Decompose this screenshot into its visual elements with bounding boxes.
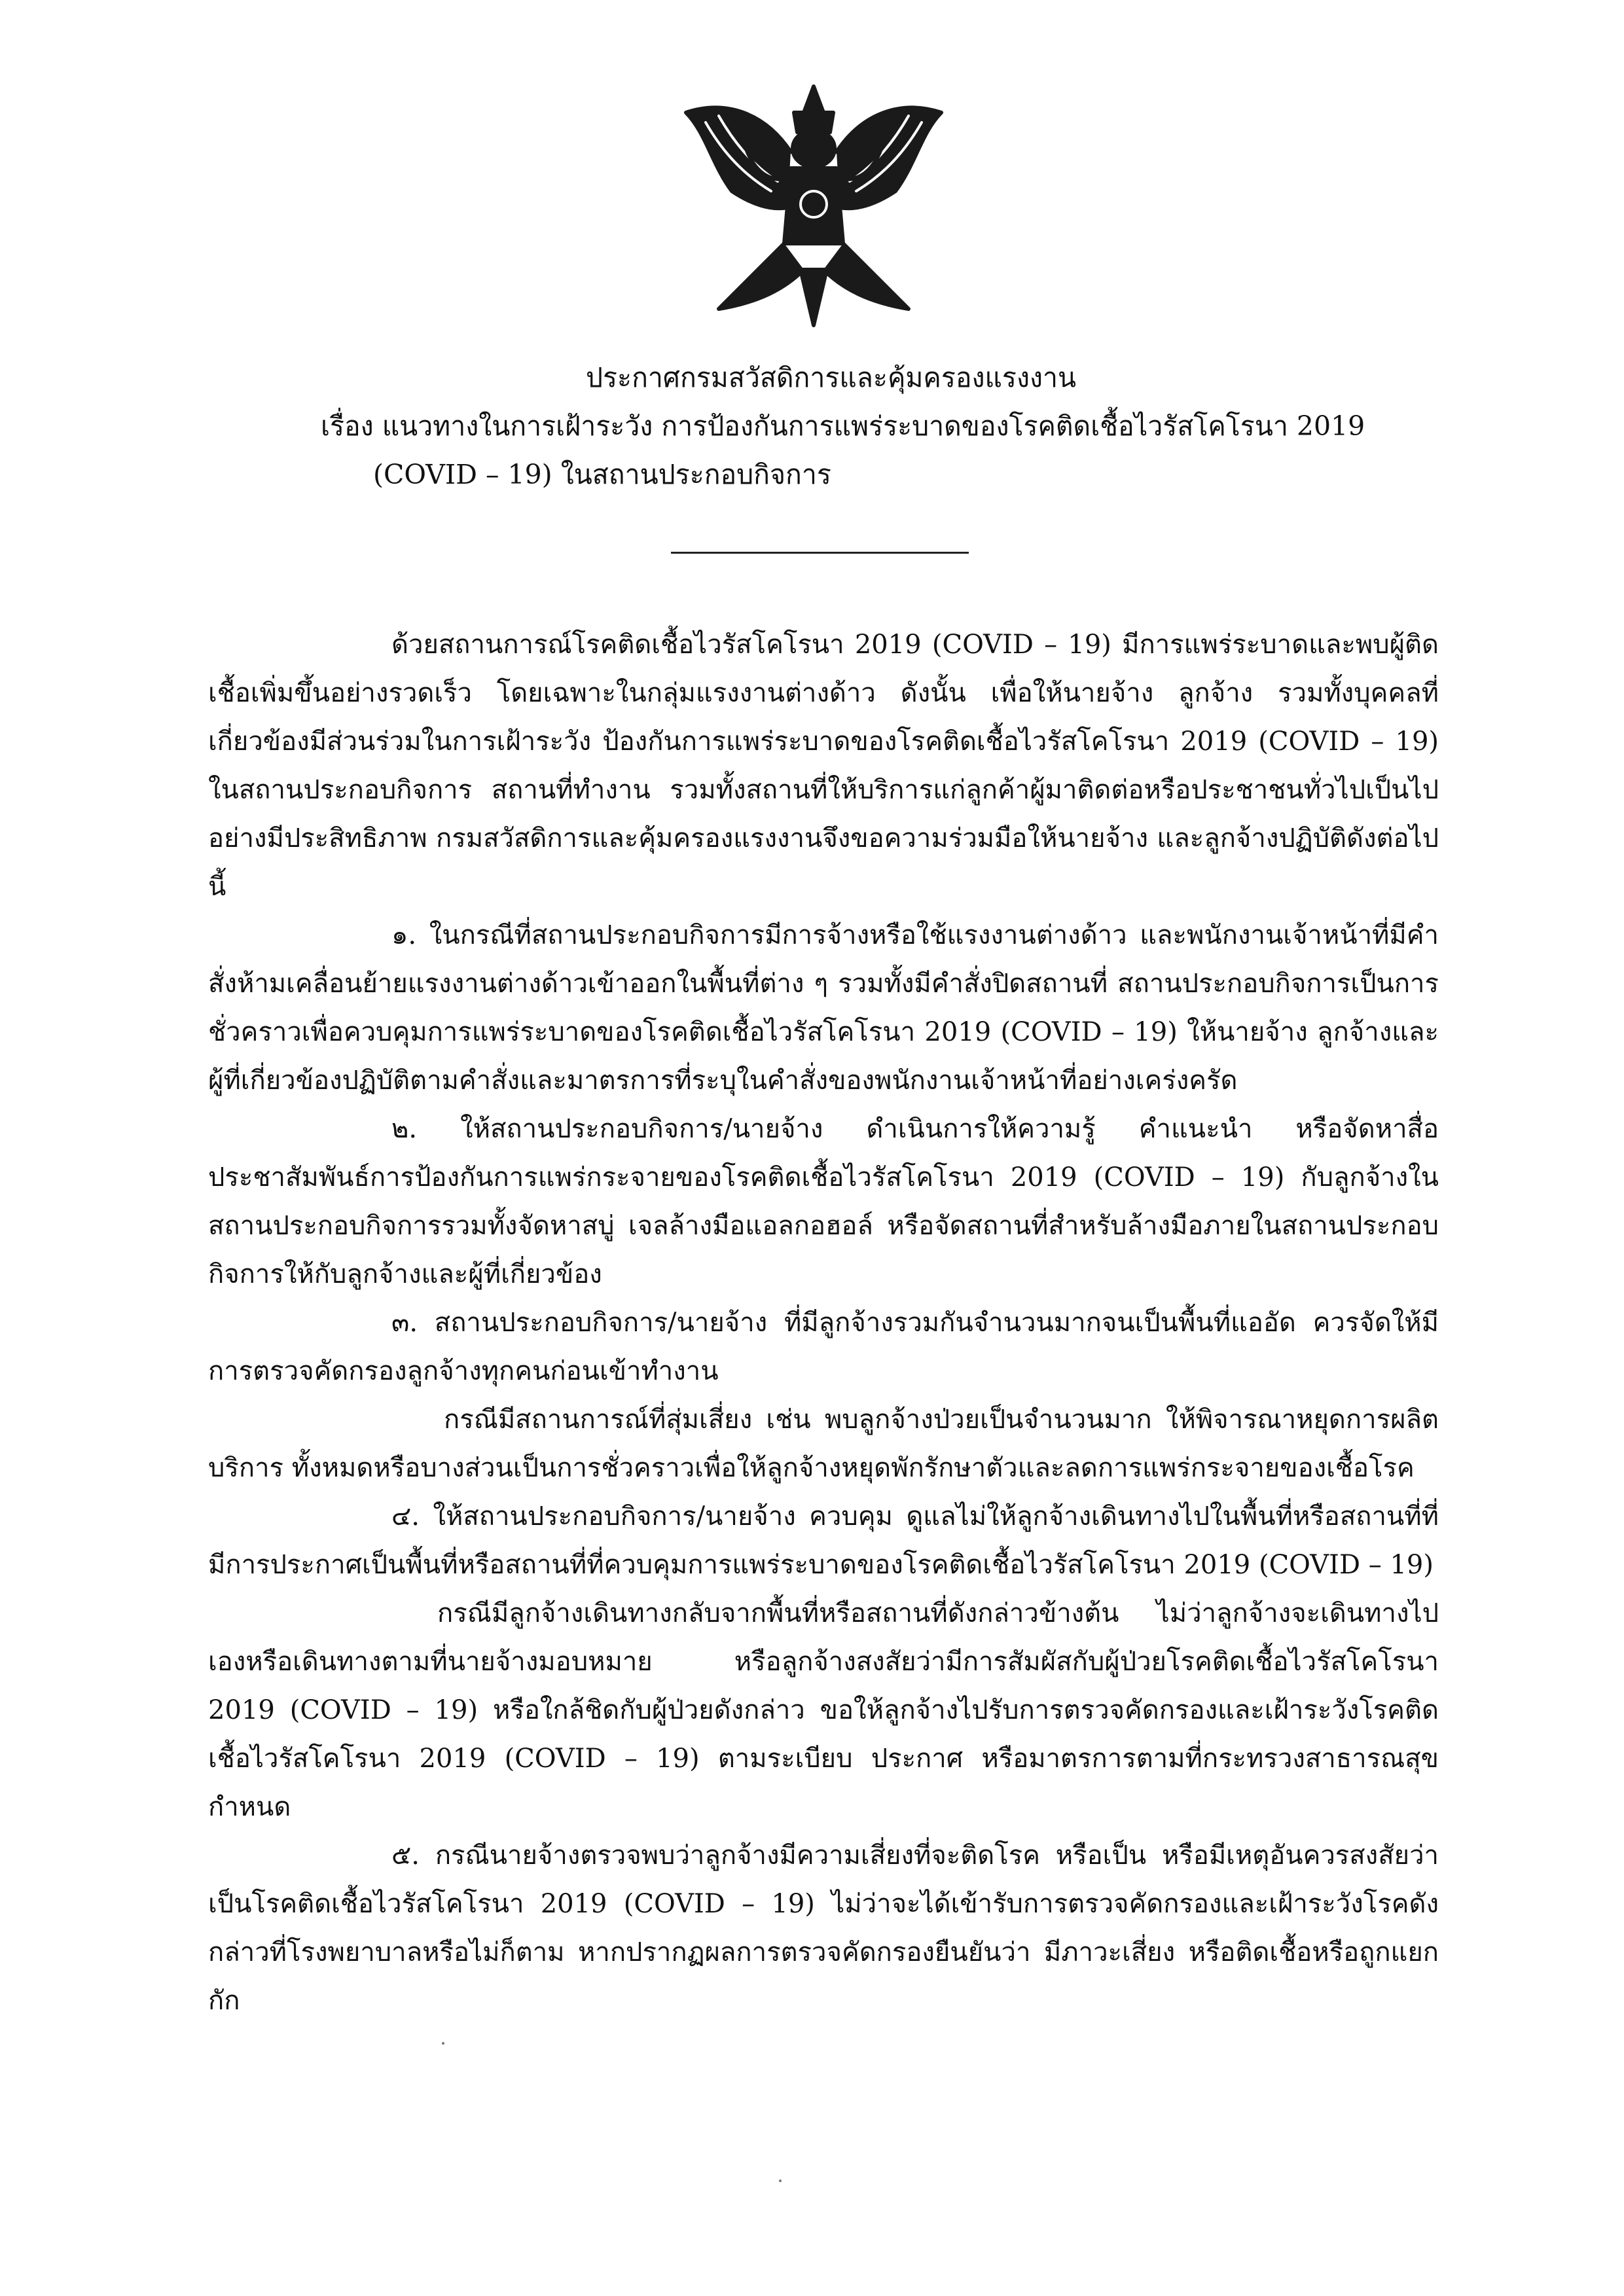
announcement-title: ประกาศกรมสวัสดิการและคุ้มครองแรงงาน xyxy=(586,362,1077,393)
scan-speck xyxy=(779,2179,782,2182)
garuda-emblem-icon xyxy=(666,73,961,335)
item-4-note-paragraph: กรณีมีลูกจ้างเดินทางกลับจากพื้นที่หรือสถานที่ดังกล่าวข้างต้น ไม่ว่าลูกจ้างจะเดินทางไปเองหรือเดินทางตามที่นายจ้างมอบหมาย หรือลูกจ้างสงสัยว่ามีการสัมผัสกับผู้ป่วยโรคติดเชื้อไวรัสโคโรนา 2019 (COVID – 19) หรือใกล้ชิดกับผู้ป่วยดังกล่าว ขอให้ลูกจ้างไปรับการตรวจคัดกรองและเฝ้าระวังโรคติดเชื้อไวรัสโคโรนา 2019 (COVID – 19) ตามระเบียบ ประกาศ หรือมาตรการตามที่กระทรวงสาธารณสุขกำหนด xyxy=(208,1598,1439,1822)
announcement-subject-continued: (COVID – 19) ในสถานประกอบกิจการ xyxy=(373,459,831,490)
item-4-paragraph: ๔. ให้สถานประกอบกิจการ/นายจ้าง ควบคุม ดูแลไม่ให้ลูกจ้างเดินทางไปในพื้นที่หรือสถานที่ที่มีการประกาศเป็นพื้นที่หรือสถานที่ที่ควบคุมการแพร่ระบาดของโรคติดเชื้อไวรัสโคโรนา 2019 (COVID – 19) xyxy=(208,1501,1439,1580)
item-3-paragraph: ๓. สถานประกอบกิจการ/นายจ้าง ที่มีลูกจ้างรวมกันจำนวนมากจนเป็นพื้นที่แออัด ควรจัดให้มีการตรวจคัดกรองลูกจ้างทุกคนก่อนเข้าทำงาน xyxy=(208,1308,1439,1386)
title-divider xyxy=(671,552,969,554)
item-2-paragraph: ๒. ให้สถานประกอบกิจการ/นายจ้าง ดำเนินการให้ความรู้ คำแนะนำ หรือจัดหาสื่อประชาสัมพันธ์การป้องกันการแพร่กระจายของโรคติดเชื้อไวรัสโคโรนา 2019 (COVID – 19) กับลูกจ้างในสถานประกอบกิจการรวมทั้งจัดหาสบู่ เจลล้างมือแอลกอฮอล์ หรือจัดสถานที่สำหรับล้างมือภายในสถานประกอบกิจการให้กับลูกจ้างและผู้ที่เกี่ยวข้อง xyxy=(208,1114,1439,1289)
announcement-subject: เรื่อง แนวทางในการเฝ้าระวัง การป้องกันการแพร่ระบาดของโรคติดเชื้อไวรัสโคโรนา 2019 xyxy=(321,410,1365,442)
document-body xyxy=(208,620,1439,2025)
intro-paragraph: ด้วยสถานการณ์โรคติดเชื้อไวรัสโคโรนา 2019 (COVID – 19) มีการแพร่ระบาดและพบผู้ติดเชื้อเพิ่มขึ้นอย่างรวดเร็ว โดยเฉพาะในกลุ่มแรงงานต่างด้าว ดังนั้น เพื่อให้นายจ้าง ลูกจ้าง รวมทั้งบุคคลที่เกี่ยวข้องมีส่วนร่วมในการเฝ้าระวัง ป้องกันการแพร่ระบาดของโรคติดเชื้อไวรัสโคโรนา 2019 (COVID – 19) ในสถานประกอบกิจการ สถานที่ทำงาน รวมทั้งสถานที่ให้บริการแก่ลูกค้าผู้มาติดต่อหรือประชาชนทั่วไปเป็นไปอย่างมีประสิทธิภาพ กรมสวัสดิการและคุ้มครองแรงงานจึงขอความร่วมมือให้นายจ้าง และลูกจ้างปฏิบัติดังต่อไปนี้ xyxy=(208,630,1439,902)
item-3-note-paragraph: กรณีมีสถานการณ์ที่สุ่มเสี่ยง เช่น พบลูกจ้างป่วยเป็นจำนวนมาก ให้พิจารณาหยุดการผลิตบริการ ทั้งหมดหรือบางส่วนเป็นการชั่วคราวเพื่อให้ลูกจ้างหยุดพักรักษาตัวและลดการแพร่กระจายของเชื้อโรค xyxy=(208,1405,1439,1483)
item-1-paragraph: ๑. ในกรณีที่สถานประกอบกิจการมีการจ้างหรือใช้แรงงานต่างด้าว และพนักงานเจ้าหน้าที่มีคำสั่งห้ามเคลื่อนย้ายแรงงานต่างด้าวเข้าออกในพื้นที่ต่าง ๆ รวมทั้งมีคำสั่งปิดสถานที่ สถานประกอบกิจการเป็นการชั่วคราวเพื่อควบคุมการแพร่ระบาดของโรคติดเชื้อไวรัสโคโรนา 2019 (COVID – 19) ให้นายจ้าง ลูกจ้างและผู้ที่เกี่ยวข้องปฏิบัติตามคำสั่งและมาตรการที่ระบุในคำสั่งของพนักงานเจ้าหน้าที่อย่างเคร่งครัด xyxy=(208,920,1439,1096)
scan-speck xyxy=(442,2042,444,2045)
item-5-paragraph: ๕. กรณีนายจ้างตรวจพบว่าลูกจ้างมีความเสี่ยงที่จะติดโรค หรือเป็น หรือมีเหตุอันควรสงสัยว่าเป็นโรคติดเชื้อไวรัสโคโรนา 2019 (COVID – 19) ไม่ว่าจะได้เข้ารับการตรวจคัดกรองและเฝ้าระวังโรคดังกล่าวที่โรงพยาบาลหรือไม่ก็ตาม หากปรากฏผลการตรวจคัดกรองยืนยันว่า มีภาวะเสี่ยง หรือติดเชื้อหรือถูกแยกกัก xyxy=(208,1840,1439,2016)
